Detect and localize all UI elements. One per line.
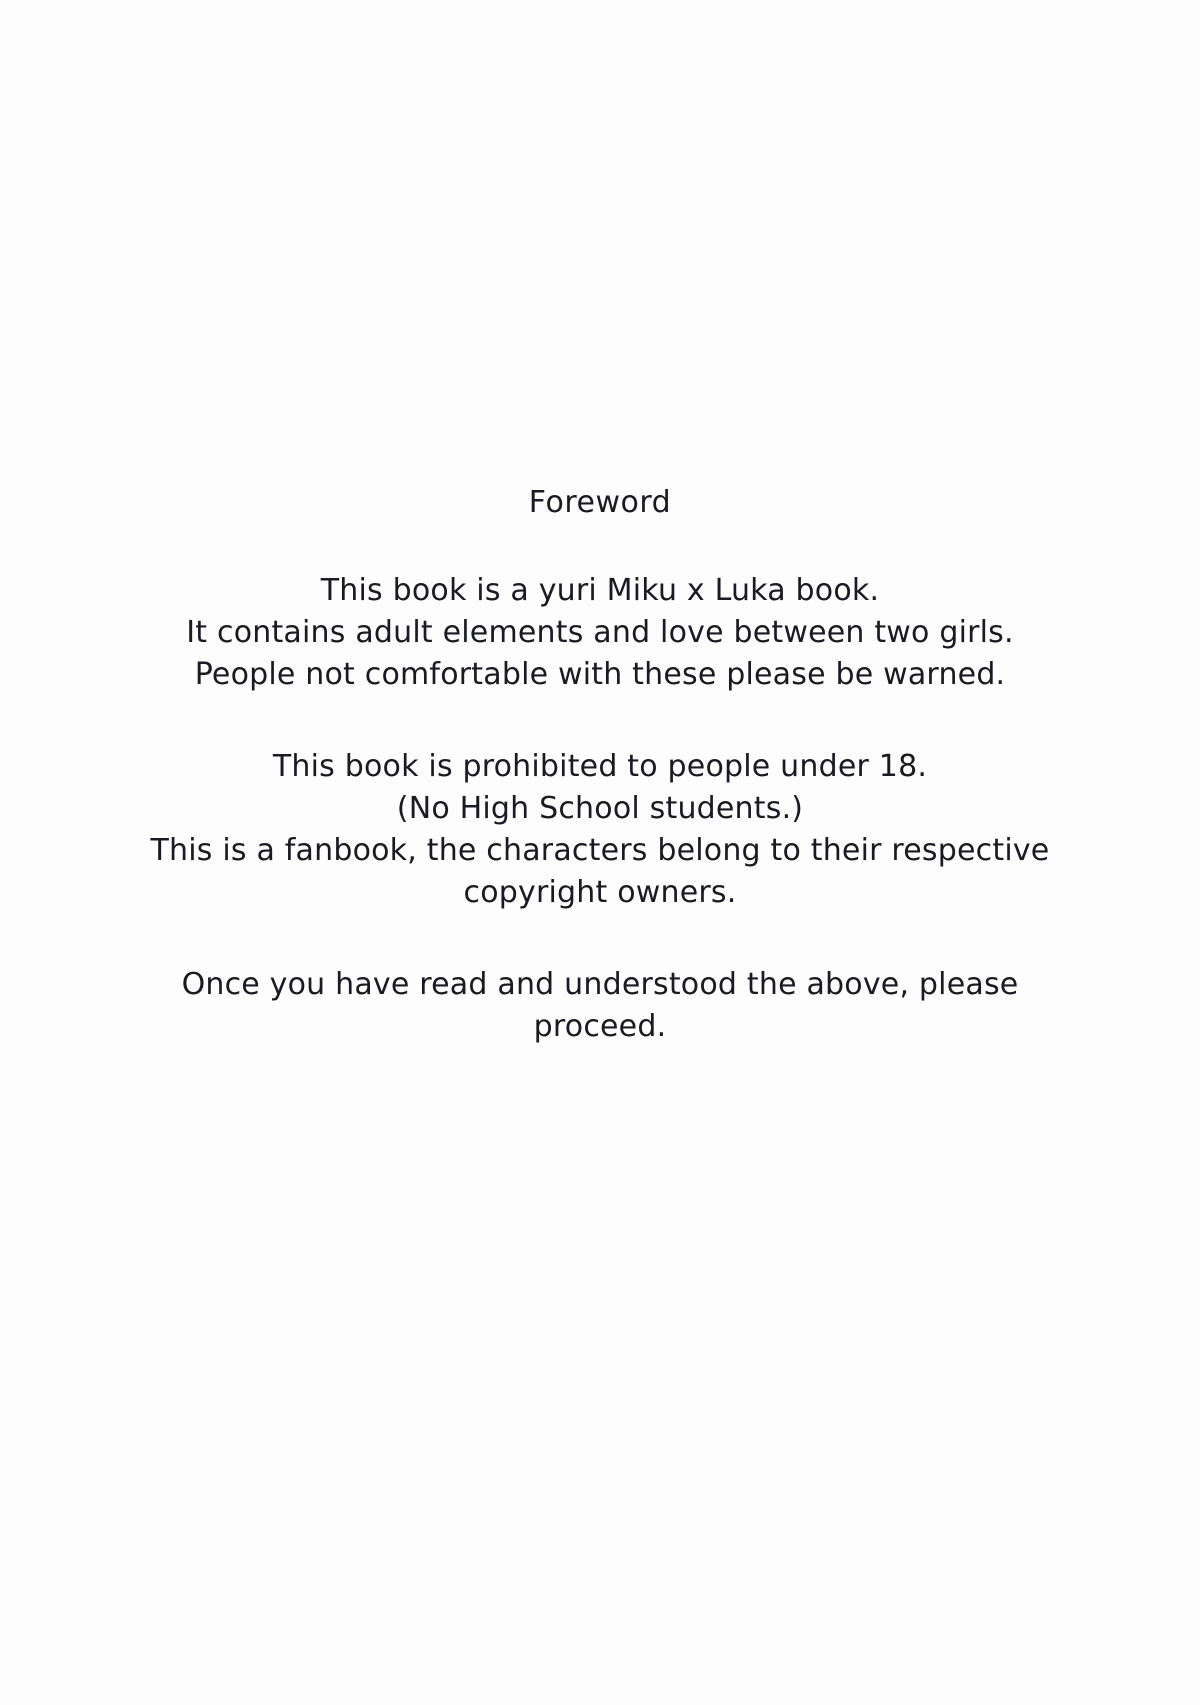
text-line: copyright owners. xyxy=(463,875,737,910)
text-line: This book is a yuri Miku x Luka book. xyxy=(320,573,880,608)
page-title: Foreword xyxy=(528,485,672,520)
foreword-block xyxy=(0,482,1200,1048)
text-line: proceed. xyxy=(533,1009,667,1044)
text-line: (No High School students.) xyxy=(396,791,804,826)
text-line: This book is prohibited to people under 18. xyxy=(272,749,928,784)
text-line: This is a fanbook, the characters belong to their respective xyxy=(150,833,1050,868)
paragraph-age-restriction xyxy=(0,746,1200,914)
paragraph-content-warning xyxy=(0,570,1200,696)
text-line: Once you have read and understood the above, please xyxy=(181,967,1019,1002)
text-line: People not comfortable with these please be warned. xyxy=(194,657,1006,692)
text-line: It contains adult elements and love between two girls. xyxy=(186,615,1014,650)
paragraph-proceed-notice xyxy=(0,964,1200,1048)
